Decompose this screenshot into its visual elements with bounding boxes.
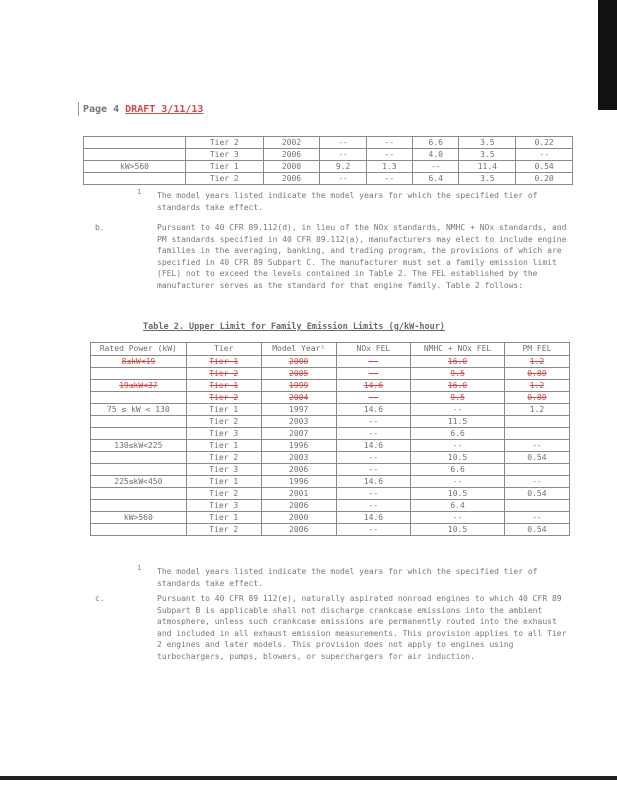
struck-text: Tier 2	[209, 392, 239, 402]
cell-power	[84, 149, 186, 161]
struck-text: 19≤kW<37	[119, 380, 158, 390]
cell-nmhc_nox	[411, 368, 505, 380]
cell-pm	[504, 392, 569, 404]
cell-year: 1997	[261, 404, 336, 416]
table-row	[84, 173, 573, 185]
cell-power	[91, 500, 187, 512]
header-tier: Tier	[186, 343, 261, 356]
cell-year: 2006	[261, 500, 336, 512]
struck-text: --	[368, 356, 379, 366]
struck-text: Tier 1	[209, 356, 239, 366]
cell-power	[91, 524, 187, 536]
struck-text: 16.0	[447, 356, 468, 366]
cell-power	[91, 392, 187, 404]
cell-nmhc_nox: 6.4	[411, 500, 505, 512]
cell-pm	[504, 464, 569, 476]
cell-nox: --	[336, 452, 411, 464]
cell-power	[91, 416, 187, 428]
paragraph-text: Pursuant to 40 CFR 89 112(e), naturally aspirated nonroad engines to which 40 CFR 89 Subpart B is applicable shall not discharge crankcase emissions into the ambient atmosphere, unless such crankcase emissions are permanently routed into the exhaust and included in all exhaust emission measurements. This provision applies to all Tier 2 engines and later models. This provision does not apply to engines using turbochargers, pumps, blowers, or superchargers for air induction.	[157, 594, 567, 661]
table-row	[91, 452, 570, 464]
table-row	[91, 416, 570, 428]
cell-tier	[186, 392, 261, 404]
cell-power	[91, 428, 187, 440]
cell-year: 2006	[263, 173, 320, 185]
cell-nox	[336, 380, 411, 392]
cell-nmhc: --	[366, 137, 412, 149]
struck-text: 1999	[289, 380, 309, 390]
footnote-2	[137, 564, 557, 589]
struck-text: --	[368, 392, 379, 402]
cell-nmhc_nox: 4.0	[413, 149, 459, 161]
table-1-continued	[83, 136, 573, 185]
cell-nmhc_nox: 10.5	[411, 488, 505, 500]
table-row	[91, 440, 570, 452]
struck-text: 9.5	[450, 392, 465, 402]
cell-nox: 14.6	[336, 476, 411, 488]
cell-tier: Tier 1	[186, 476, 261, 488]
table-row	[91, 392, 570, 404]
table-row	[91, 476, 570, 488]
cell-tier: Tier 1	[186, 512, 261, 524]
cell-pm	[504, 428, 569, 440]
cell-nmhc_nox: --	[411, 476, 505, 488]
cell-power	[91, 356, 187, 368]
struck-text: 9.5	[450, 368, 465, 378]
cell-nmhc_nox: 6.6	[411, 464, 505, 476]
cell-pm: 0.54	[504, 524, 569, 536]
cell-year: 2006	[261, 464, 336, 476]
table-row	[91, 380, 570, 392]
cell-power	[84, 173, 186, 185]
cell-nox: --	[336, 500, 411, 512]
footnote-text: The model years listed indicate the model years for which the specified tier of standards take effect.	[157, 191, 538, 212]
struck-text: Tier 2	[209, 368, 239, 378]
table-row	[84, 161, 573, 173]
cell-power	[91, 380, 187, 392]
draft-stamp: DRAFT 3/11/13	[125, 104, 204, 115]
cell-co: 3.5	[459, 137, 516, 149]
cell-power: 225≤kW<450	[91, 476, 187, 488]
cell-nox: 14.6	[336, 404, 411, 416]
table-row	[84, 137, 573, 149]
table-2-body	[91, 356, 570, 536]
footnote-text: The model years listed indicate the model years for which the specified tier of standards take effect.	[157, 567, 538, 588]
cell-tier	[186, 380, 261, 392]
paragraph-label: c.	[95, 594, 105, 603]
table-2	[90, 342, 570, 536]
struck-text: 2004	[289, 392, 309, 402]
cell-tier: Tier 3	[186, 149, 264, 161]
table-row	[91, 356, 570, 368]
header-nox-fel: NOx FEL	[336, 343, 411, 356]
cell-nox	[336, 356, 411, 368]
table-row	[91, 464, 570, 476]
cell-nox: --	[336, 464, 411, 476]
footnote-1	[137, 188, 557, 213]
cell-pm: --	[504, 476, 569, 488]
table-row	[91, 404, 570, 416]
header-rated-power: Rated Power (kW)	[91, 343, 187, 356]
paragraph-c	[95, 593, 570, 662]
cell-year: 1996	[261, 476, 336, 488]
struck-text: Tier 1	[209, 380, 239, 390]
paragraph-label: b.	[95, 223, 105, 232]
cell-tier: Tier 1	[186, 440, 261, 452]
cell-year: 2001	[261, 488, 336, 500]
cell-nmhc_nox	[411, 356, 505, 368]
cell-year: 2006	[263, 149, 320, 161]
cell-nox: 14.6	[336, 440, 411, 452]
cell-nmhc_nox	[411, 392, 505, 404]
cell-pm: 0.54	[504, 488, 569, 500]
struck-text: --	[368, 368, 379, 378]
table-row	[91, 500, 570, 512]
cell-nmhc_nox: 11.5	[411, 416, 505, 428]
struck-text: 0.80	[527, 392, 547, 402]
cell-year: 2000	[261, 512, 336, 524]
footnote-mark: 1	[137, 564, 142, 572]
struck-text: 16.0	[447, 380, 468, 390]
table-2-title: Table 2. Upper Limit for Family Emission Limits (g/kW-hour)	[143, 322, 445, 332]
cell-power: kW>560	[84, 161, 186, 173]
cell-pm: --	[504, 440, 569, 452]
cell-year: 2003	[261, 416, 336, 428]
cell-power: kW>560	[91, 512, 187, 524]
cell-year: 2006	[261, 524, 336, 536]
cell-power	[91, 464, 187, 476]
table-2-header-row	[91, 343, 570, 356]
cell-nmhc_nox: --	[413, 161, 459, 173]
cell-pm: 0.20	[516, 173, 573, 185]
cell-tier: Tier 2	[186, 416, 261, 428]
cell-pm	[504, 368, 569, 380]
cell-nmhc_nox: 6.6	[413, 137, 459, 149]
cell-nox: --	[336, 416, 411, 428]
cell-tier: Tier 2	[186, 137, 264, 149]
cell-tier: Tier 2	[186, 452, 261, 464]
struck-text: 2005	[289, 368, 309, 378]
cell-power	[91, 488, 187, 500]
cell-pm	[504, 356, 569, 368]
struck-text: 2000	[289, 356, 309, 366]
cell-nmhc_nox: 6.4	[413, 173, 459, 185]
cell-nmhc: --	[366, 149, 412, 161]
cell-pm: --	[516, 149, 573, 161]
cell-tier: Tier 2	[186, 524, 261, 536]
cell-co: 3.5	[459, 149, 516, 161]
cell-tier: Tier 3	[186, 500, 261, 512]
cell-nmhc_nox: 10.5	[411, 524, 505, 536]
page-number: Page 4	[83, 104, 120, 115]
cell-year: 2000	[263, 161, 320, 173]
cell-power	[91, 368, 187, 380]
cell-nox: --	[336, 488, 411, 500]
header-bar	[78, 102, 79, 116]
table-row	[84, 149, 573, 161]
table-1-body	[84, 137, 573, 185]
cell-nox: 14.6	[336, 512, 411, 524]
cell-tier: Tier 1	[186, 404, 261, 416]
cell-power	[84, 137, 186, 149]
cell-tier	[186, 356, 261, 368]
table-row	[91, 368, 570, 380]
cell-nmhc: 1.3	[366, 161, 412, 173]
cell-tier: Tier 2	[186, 173, 264, 185]
struck-text: 14.6	[363, 380, 384, 390]
cell-year: 2007	[261, 428, 336, 440]
cell-nox: --	[320, 149, 366, 161]
cell-year	[261, 368, 336, 380]
struck-text: 0.80	[527, 368, 547, 378]
cell-nmhc: --	[366, 173, 412, 185]
cell-pm: --	[504, 512, 569, 524]
cell-power: 75 ≤ kW < 130	[91, 404, 187, 416]
cell-year	[261, 392, 336, 404]
table-row	[91, 428, 570, 440]
cell-nox	[336, 368, 411, 380]
cell-tier: Tier 3	[186, 428, 261, 440]
table-row	[91, 512, 570, 524]
cell-pm: 1.2	[504, 404, 569, 416]
cell-year	[261, 380, 336, 392]
cell-nox: --	[320, 173, 366, 185]
cell-year: 2002	[263, 137, 320, 149]
cell-year: 1996	[261, 440, 336, 452]
table-row	[91, 488, 570, 500]
struck-text: 1.2	[529, 356, 545, 366]
cell-tier: Tier 3	[186, 464, 261, 476]
cell-nmhc_nox: --	[411, 440, 505, 452]
cell-tier	[186, 368, 261, 380]
cell-power	[91, 452, 187, 464]
cell-tier: Tier 2	[186, 488, 261, 500]
cell-tier: Tier 1	[186, 161, 264, 173]
cell-nmhc_nox: --	[411, 512, 505, 524]
scan-edge-right	[598, 0, 617, 110]
cell-year: 2003	[261, 452, 336, 464]
struck-text: 8≤kW<19	[121, 356, 156, 366]
cell-nox: --	[320, 137, 366, 149]
cell-pm	[504, 416, 569, 428]
cell-nmhc_nox	[411, 380, 505, 392]
cell-nmhc_nox: 10.5	[411, 452, 505, 464]
paragraph-text: Pursuant to 40 CFR 89.112(d), in lieu of the NOx standards, NMHC + NOx standards, and PM standards specified in 40 CFR 89.112(a), manufacturers may elect to include engine families in the averaging, banking, and trading program, the provisions of which are specified in 40 CFR 89 Subpart C. The manufacturer must set a family emission limit (FEL) not to exceed the levels contained in Table 2. The FEL established by the manufacturer serves as the standard for that engine family. Table 2 follows:	[157, 223, 567, 290]
cell-nox: --	[336, 428, 411, 440]
scan-edge-bottom	[0, 776, 617, 780]
page-header	[78, 102, 203, 116]
cell-year	[261, 356, 336, 368]
footnote-mark: 1	[137, 188, 142, 196]
cell-pm: 0.54	[516, 161, 573, 173]
cell-co: 3.5	[459, 173, 516, 185]
cell-pm	[504, 500, 569, 512]
cell-nmhc_nox: 6.6	[411, 428, 505, 440]
cell-power: 130≤kW<225	[91, 440, 187, 452]
table-row	[91, 524, 570, 536]
cell-pm	[504, 380, 569, 392]
cell-nox: 9.2	[320, 161, 366, 173]
header-pm-fel: PM FEL	[504, 343, 569, 356]
cell-nox	[336, 392, 411, 404]
cell-co: 11.4	[459, 161, 516, 173]
header-nmhc-nox-fel: NMHC + NOx FEL	[411, 343, 505, 356]
cell-pm: 0.54	[504, 452, 569, 464]
header-model-year: Model Year¹	[261, 343, 336, 356]
cell-pm: 0.22	[516, 137, 573, 149]
cell-nox: --	[336, 524, 411, 536]
cell-nmhc_nox: --	[411, 404, 505, 416]
struck-text: 1.2	[529, 380, 545, 390]
paragraph-b	[95, 222, 570, 291]
